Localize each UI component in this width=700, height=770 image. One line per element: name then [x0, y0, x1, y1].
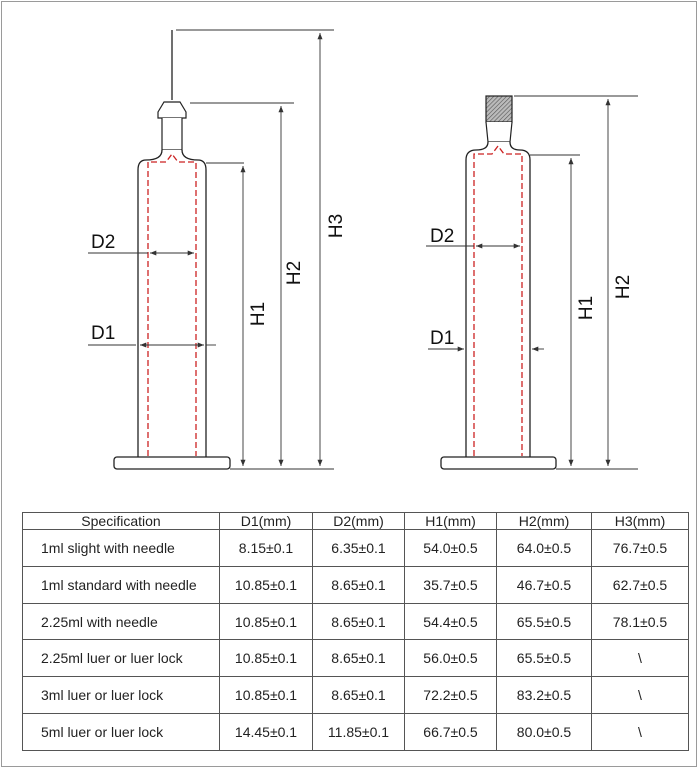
column-header: Specification — [23, 513, 220, 530]
spec-value-cell: 54.0±0.5 — [405, 530, 497, 567]
spec-value-cell: 54.4±0.5 — [405, 603, 497, 640]
table-header-row — [23, 513, 689, 530]
spec-value-cell: 11.85±0.1 — [313, 714, 405, 751]
spec-value-cell: 76.7±0.5 — [592, 530, 689, 567]
spec-value-cell: \ — [592, 714, 689, 751]
finger-flange — [114, 457, 230, 469]
spec-value-cell: 14.45±0.1 — [220, 714, 313, 751]
h2-label: H2 — [613, 274, 634, 300]
spec-name-cell: 1ml slight with needle — [23, 530, 220, 567]
table-row — [23, 640, 689, 677]
table-row — [23, 603, 689, 640]
spec-name-cell: 2.25ml with needle — [23, 603, 220, 640]
spec-value-cell: 56.0±0.5 — [405, 640, 497, 677]
spec-name-cell: 3ml luer or luer lock — [23, 677, 220, 714]
syringe-neck — [162, 118, 182, 150]
spec-value-cell: \ — [592, 640, 689, 677]
spec-value-cell: 35.7±0.5 — [405, 566, 497, 603]
spec-value-cell: 80.0±0.5 — [497, 714, 592, 751]
column-header: H3(mm) — [592, 513, 689, 530]
spec-value-cell: 65.5±0.5 — [497, 640, 592, 677]
spec-value-cell: 10.85±0.1 — [220, 640, 313, 677]
spec-value-cell: 62.7±0.5 — [592, 566, 689, 603]
table-body — [23, 530, 689, 751]
spec-value-cell: 66.7±0.5 — [405, 714, 497, 751]
table-row — [23, 530, 689, 567]
table-row — [23, 566, 689, 603]
spec-value-cell: 6.35±0.1 — [313, 530, 405, 567]
spec-name-cell: 2.25ml luer or luer lock — [23, 640, 220, 677]
spec-value-cell: 72.2±0.5 — [405, 677, 497, 714]
left-syringe — [88, 30, 347, 469]
specification-table — [22, 512, 689, 751]
h2-label: H2 — [284, 260, 305, 286]
spec-value-cell: 10.85±0.1 — [220, 566, 313, 603]
h1-label: H1 — [248, 301, 269, 327]
spec-value-cell: 10.85±0.1 — [220, 677, 313, 714]
spec-value-cell: 83.2±0.5 — [497, 677, 592, 714]
right-syringe — [426, 96, 638, 469]
d2-label: D2 — [91, 232, 116, 253]
column-header: H2(mm) — [497, 513, 592, 530]
spec-value-cell: 64.0±0.5 — [497, 530, 592, 567]
needle-hub — [158, 102, 186, 118]
table-row — [23, 714, 689, 751]
spec-value-cell: 8.65±0.1 — [313, 603, 405, 640]
luer-neck — [486, 122, 512, 142]
spec-value-cell: 8.15±0.1 — [220, 530, 313, 567]
finger-flange — [441, 457, 556, 469]
d2-label: D2 — [430, 226, 455, 247]
spec-value-cell: 78.1±0.5 — [592, 603, 689, 640]
spec-value-cell: 8.65±0.1 — [313, 566, 405, 603]
column-header: H1(mm) — [405, 513, 497, 530]
spec-name-cell: 5ml luer or luer lock — [23, 714, 220, 751]
d1-label: D1 — [91, 323, 116, 344]
spec-name-cell: 1ml standard with needle — [23, 566, 220, 603]
spec-value-cell: \ — [592, 677, 689, 714]
luer-tip — [486, 96, 512, 122]
spec-value-cell: 8.65±0.1 — [313, 677, 405, 714]
h1-label: H1 — [576, 295, 597, 321]
spec-value-cell: 10.85±0.1 — [220, 603, 313, 640]
d1-label: D1 — [430, 328, 455, 349]
syringe-barrel — [466, 142, 530, 458]
column-header: D2(mm) — [313, 513, 405, 530]
spec-value-cell: 65.5±0.5 — [497, 603, 592, 640]
column-header: D1(mm) — [220, 513, 313, 530]
spec-value-cell: 8.65±0.1 — [313, 640, 405, 677]
spec-value-cell: 46.7±0.5 — [497, 566, 592, 603]
table-row — [23, 677, 689, 714]
h3-label: H3 — [326, 213, 347, 239]
